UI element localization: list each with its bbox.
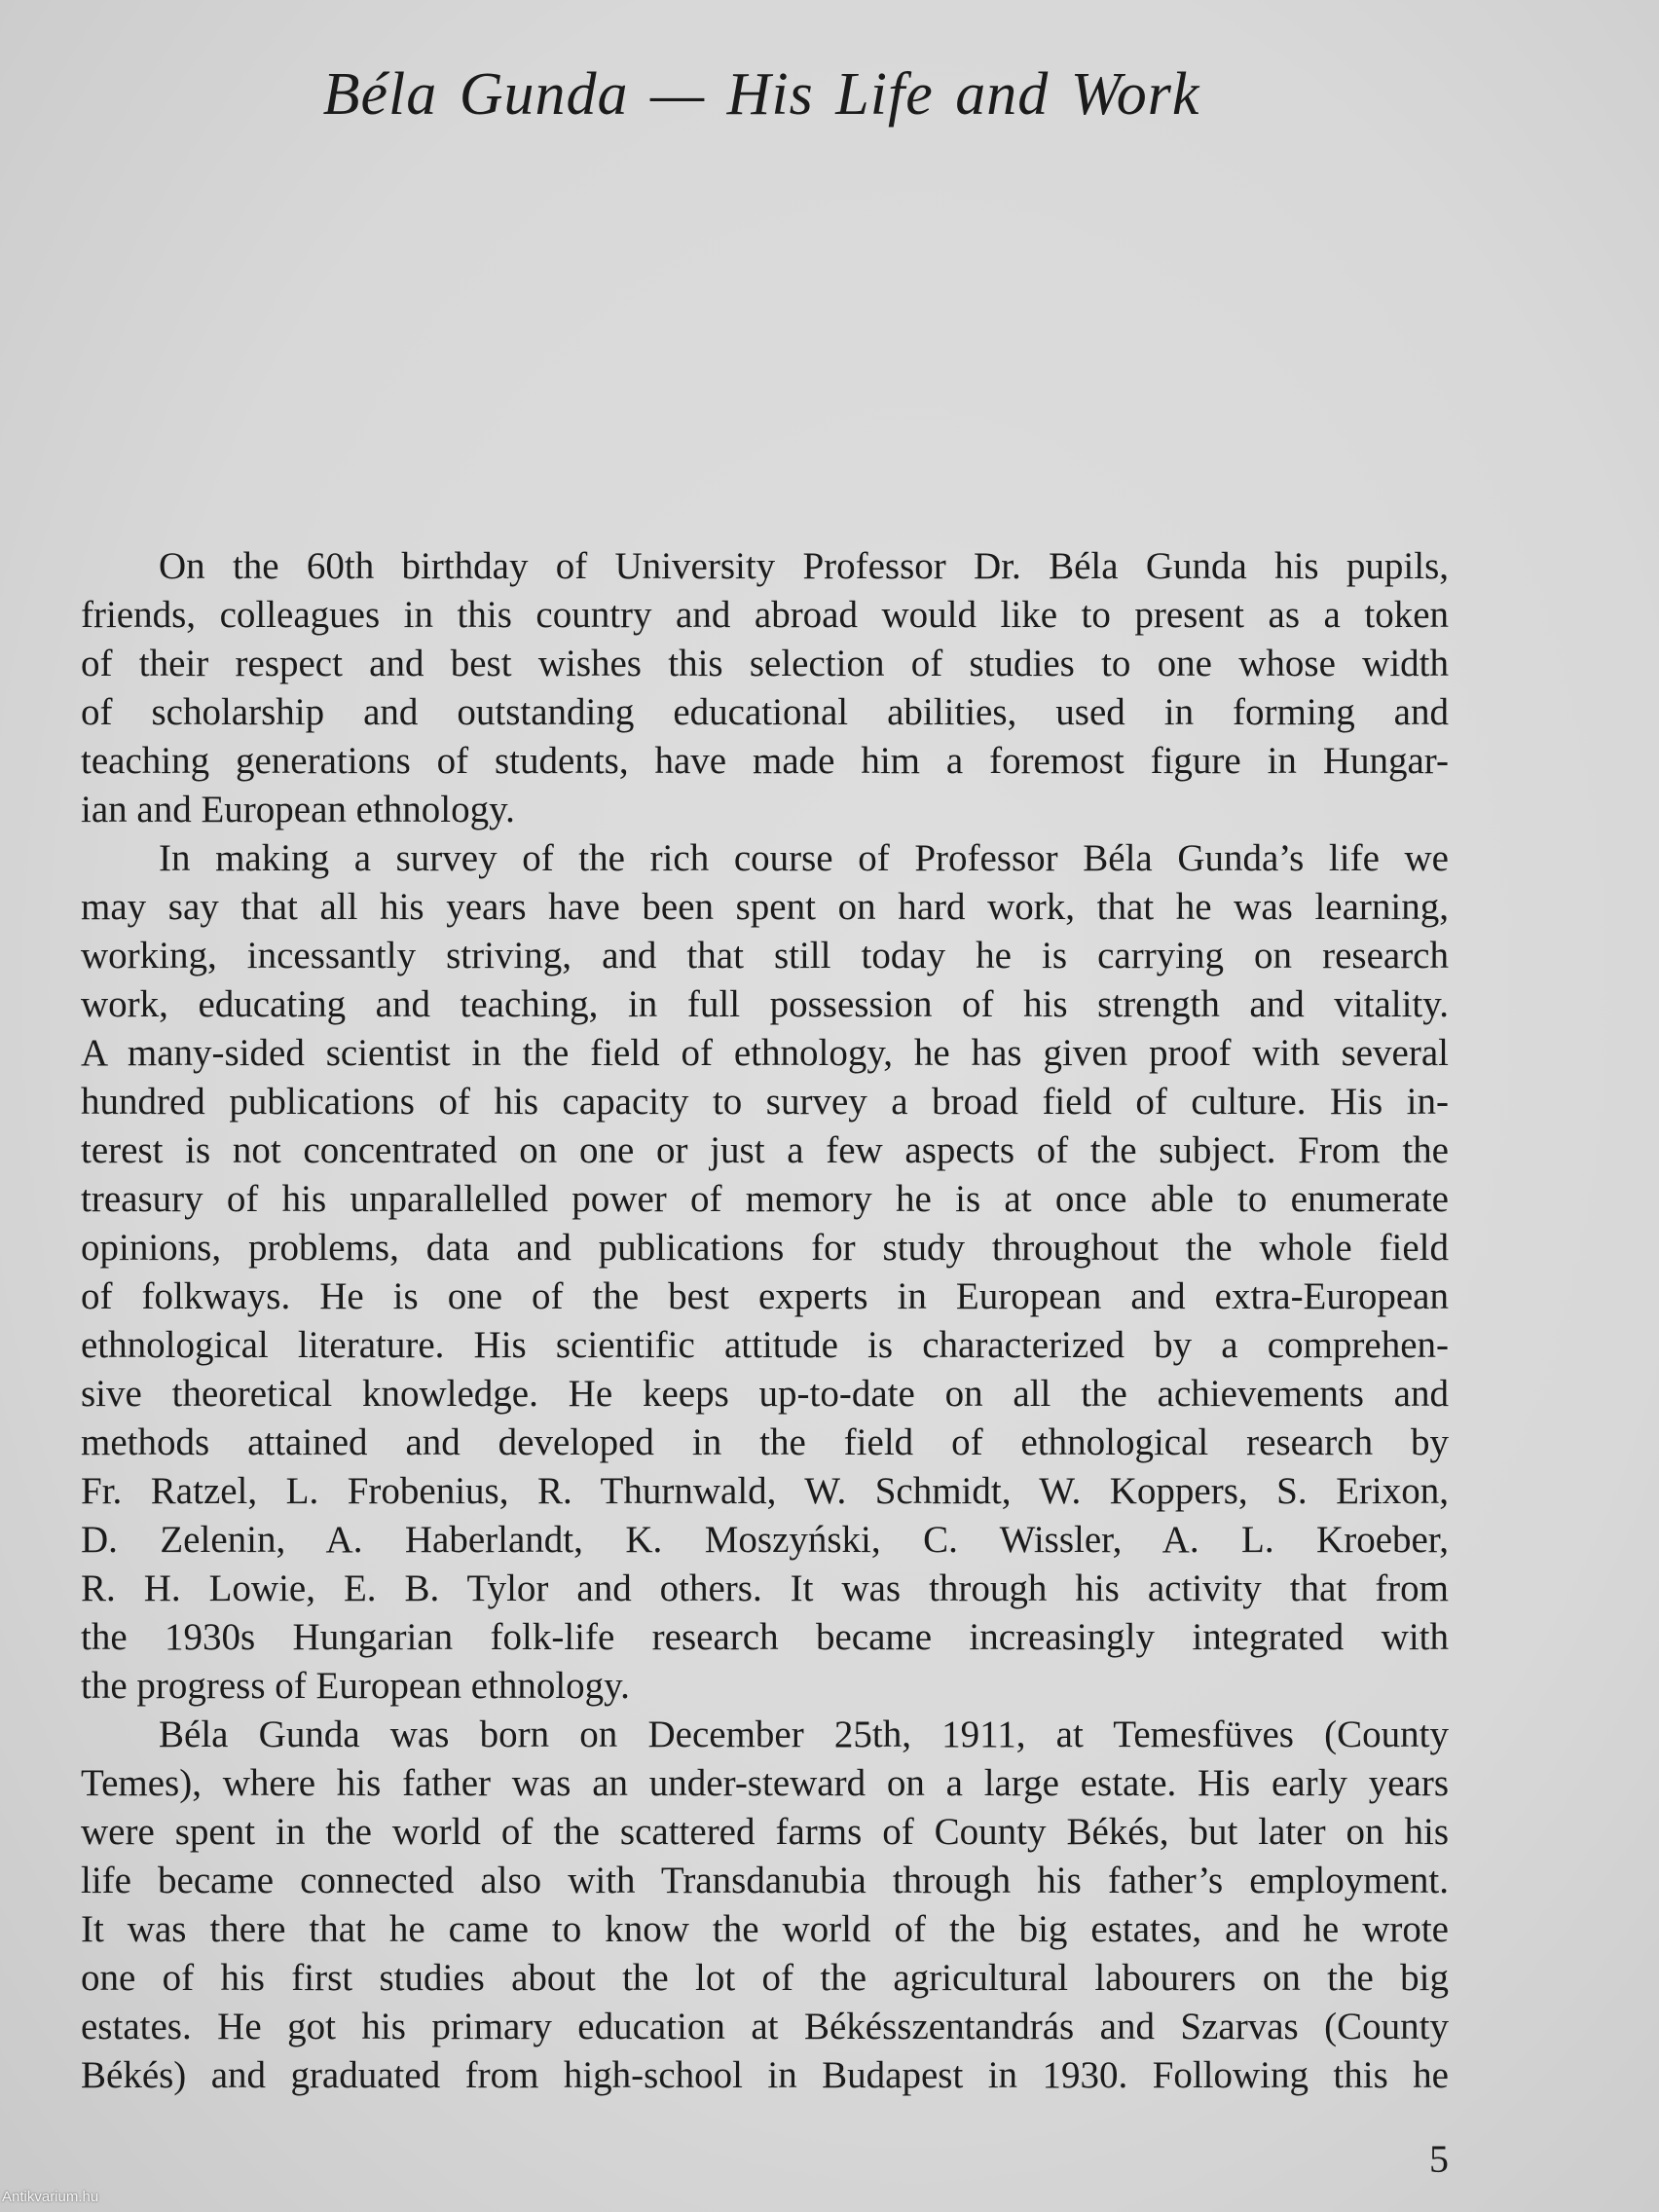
text-line: R. H. Lowie, E. B. Tylor and others. It was through his activity that from	[81, 1567, 1449, 1609]
text-line: of folkways. He is one of the best experts in European and extra-European	[81, 1275, 1449, 1317]
text-line: D. Zelenin, A. Haberlandt, K. Moszyński, C. Wissler, A. L. Kroeber,	[81, 1519, 1449, 1561]
text-line: of scholarship and outstanding educational abilities, used in forming and	[81, 691, 1449, 733]
text-line: friends, colleagues in this country and abroad would like to present as a token	[81, 594, 1449, 636]
text-line: were spent in the world of the scattered farms of County Békés, but later on his	[81, 1811, 1449, 1853]
text-line: treasury of his unparallelled power of memory he is at once able to enumerate	[81, 1178, 1449, 1220]
text-line: methods attained and developed in the field of ethnological research by	[81, 1421, 1449, 1463]
text-line: may say that all his years have been spent on hard work, that he was learning,	[81, 886, 1449, 928]
text-line: ethnological literature. His scientific attitude is characterized by a comprehen-	[81, 1324, 1449, 1366]
watermark: Antikvarium.hu	[2, 2189, 99, 2205]
page-number: 5	[1429, 2137, 1449, 2181]
text-line: the 1930s Hungarian folk-life research became increasingly integrated with	[81, 1616, 1449, 1658]
text-line: estates. He got his primary education at Békésszentandrás and Szarvas (County	[81, 2006, 1449, 2047]
text-line: Béla Gunda was born on December 25th, 1911, at Temesfüves (County	[159, 1714, 1449, 1755]
text-line: It was there that he came to know the world of the big estates, and he wrote	[81, 1908, 1449, 1950]
text-line: teaching generations of students, have made him a foremost figure in Hungar-	[81, 740, 1449, 782]
text-line: one of his first studies about the lot of the agricultural labourers on the big	[81, 1957, 1449, 1999]
text-line: Temes), where his father was an under-steward on a large estate. His early years	[81, 1762, 1449, 1804]
text-line: terest is not concentrated on one or just a few aspects of the subject. From the	[81, 1129, 1449, 1171]
text-line: A many-sided scientist in the field of ethnology, he has given proof with several	[81, 1032, 1449, 1074]
text-line: Fr. Ratzel, L. Frobenius, R. Thurnwald, W. Schmidt, W. Koppers, S. Erixon,	[81, 1470, 1449, 1512]
text-line: ian and European ethnology.	[81, 789, 515, 830]
text-line: work, educating and teaching, in full possession of his strength and vitality.	[81, 983, 1449, 1025]
text-line: Békés) and graduated from high-school in Budapest in 1930. Following this he	[81, 2054, 1449, 2096]
text-line: of their respect and best wishes this selection of studies to one whose width	[81, 643, 1449, 684]
text-line: life became connected also with Transdanubia through his father’s employment.	[81, 1860, 1449, 1901]
page-title: Béla Gunda — His Life and Work	[322, 61, 1200, 128]
text-line: sive theoretical knowledge. He keeps up-to-date on all the achievements and	[81, 1373, 1449, 1415]
body-text	[81, 542, 1449, 2100]
text-line: opinions, problems, data and publications for study throughout the whole field	[81, 1227, 1449, 1269]
text-line: hundred publications of his capacity to survey a broad field of culture. His in-	[81, 1081, 1449, 1123]
text-line: the progress of European ethnology.	[81, 1665, 630, 1707]
text-line: working, incessantly striving, and that still today he is carrying on research	[81, 935, 1449, 977]
text-line: On the 60th birthday of University Professor Dr. Béla Gunda his pupils,	[159, 545, 1449, 587]
text-line: In making a survey of the rich course of Professor Béla Gunda’s life we	[159, 837, 1449, 879]
